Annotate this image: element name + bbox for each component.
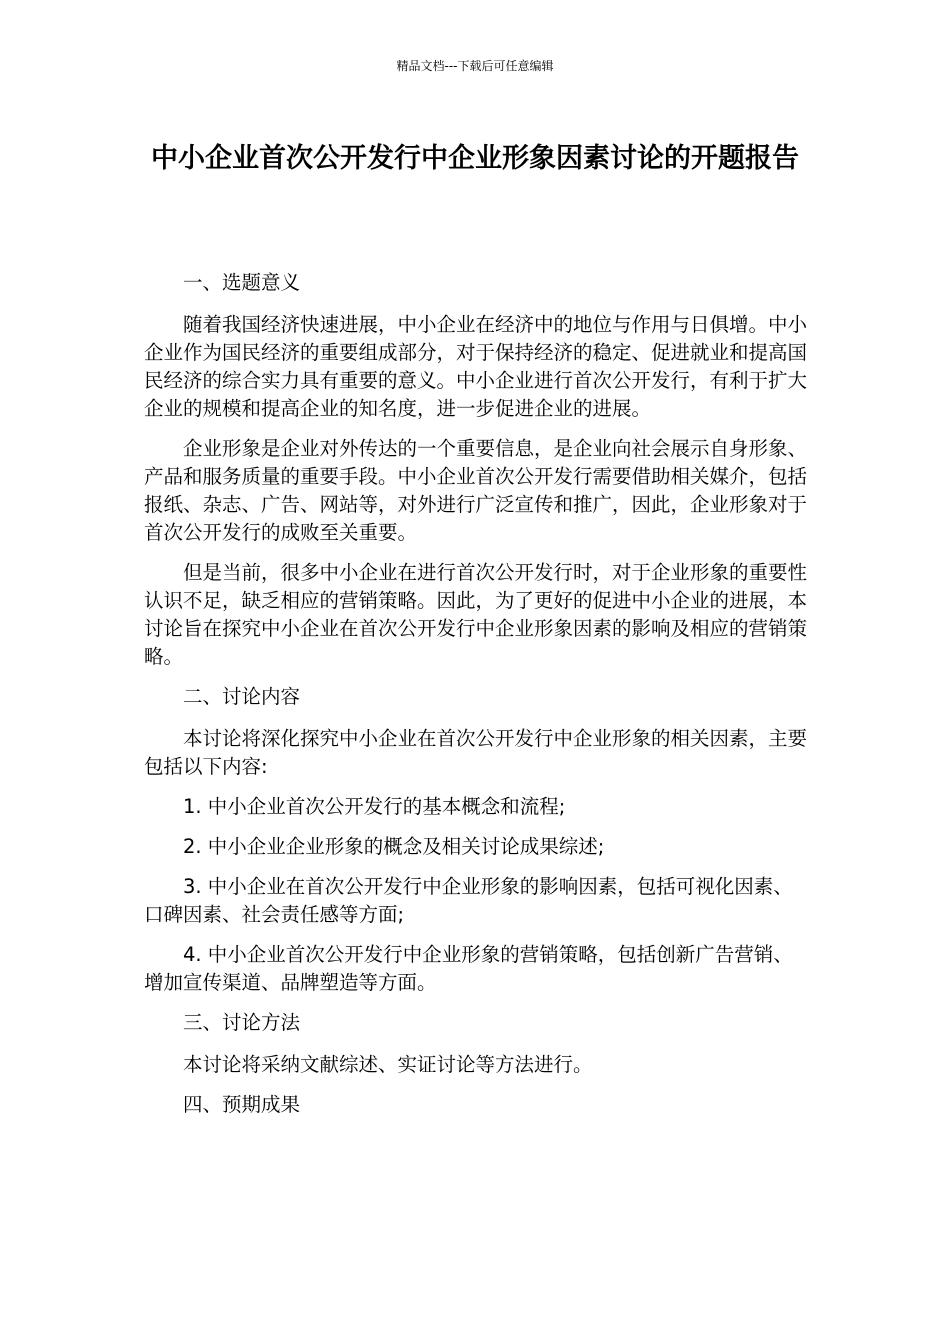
list-item-2: 2. 中小企业企业形象的概念及相关讨论成果综述; xyxy=(183,835,605,858)
document-title: 中小企业首次公开发行中企业形象因素讨论的开题报告 xyxy=(151,143,799,174)
paragraph-4: 本讨论将深化探究中小企业在首次公开发行中企业形象的相关因素，主要包括以下内容: xyxy=(144,727,808,778)
list-item-4: 4. 中小企业首次公开发行中企业形象的营销策略，包括创新广告营销、增加宣传渠道、品牌塑造等方面。 xyxy=(144,943,793,994)
paragraph-2: 企业形象是企业对外传达的一个重要信息，是企业向社会展示自身形象、产品和服务质量的重要手段。中小企业首次公开发行需要借助相关媒介，包括报纸、杂志、广告、网站等，对外进行广泛宣传和推广，因此，企业形象对于首次公开发行的成败至关重要。 xyxy=(144,437,808,544)
section-heading-2: 二、讨论内容 xyxy=(183,685,301,708)
paragraph-3: 但是当前，很多中小企业在进行首次公开发行时，对于企业形象的重要性认识不足，缺乏相应的营销策略。因此，为了更好的促进中小企业的进展，本讨论旨在探究中小企业在首次公开发行中企业形象因素的影响及相应的营销策略。 xyxy=(144,561,808,668)
list-item-1: 1. 中小企业首次公开发行的基本概念和流程; xyxy=(183,795,566,818)
section-heading-4: 四、预期成果 xyxy=(183,1093,301,1116)
paragraph-1: 随着我国经济快速进展，中小企业在经济中的地位与作用与日俱增。中小企业作为国民经济的重要组成部分，对于保持经济的稳定、促进就业和提高国民经济的综合实力具有重要的意义。中小企业进行首次公开发行，有利于扩大企业的规模和提高企业的知名度，进一步促进企业的进展。 xyxy=(144,313,808,420)
header-note: 精品文档---下载后可任意编辑 xyxy=(396,59,554,73)
section-heading-3: 三、讨论方法 xyxy=(183,1011,301,1034)
list-item-3: 3. 中小企业在首次公开发行中企业形象的影响因素，包括可视化因素、口碑因素、社会责任感等方面; xyxy=(144,875,793,926)
section-heading-1: 一、选题意义 xyxy=(183,271,301,294)
paragraph-5: 本讨论将采纳文献综述、实证讨论等方法进行。 xyxy=(183,1053,593,1076)
document-body xyxy=(144,269,810,1133)
